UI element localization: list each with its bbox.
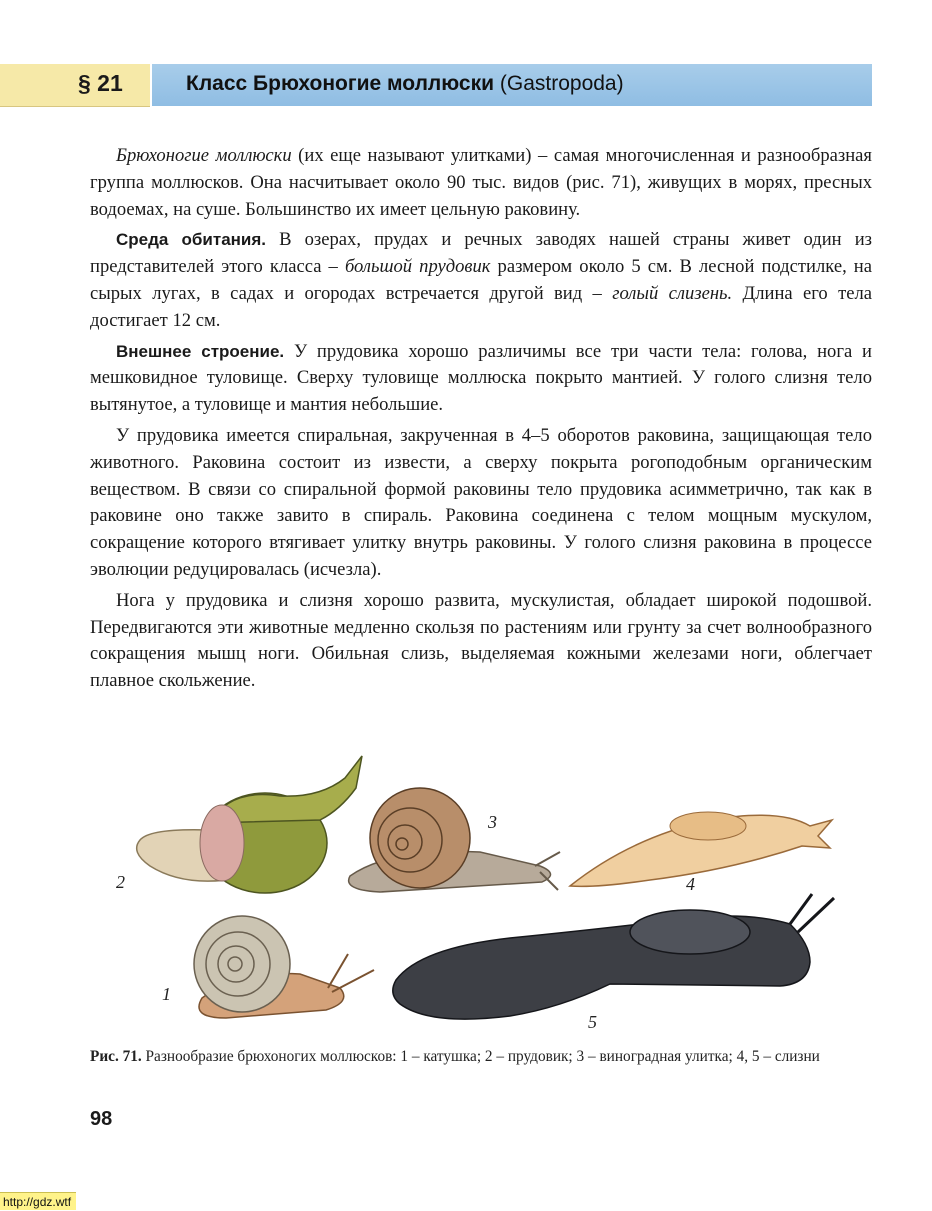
paragraph-text: размером около 5 см. В лесной подстилке, на сырых лугах, в садах и огородах встречается другой вид – — [90, 256, 872, 304]
term-slug: голый слизень. — [612, 282, 733, 304]
paragraph-structure — [90, 339, 872, 419]
orange-slug-illustration — [570, 812, 832, 894]
paragraph-text: (их еще называют улитками) – самая многочисленная и разнообразная группа моллюсков. Она насчитывает около 90 тыс. видов (рис. 71), живущих в морях, пресных водоемах, на суше. Большинство их имеет цельную раковину. — [90, 145, 872, 220]
figure-label-4: 4 — [686, 874, 695, 894]
body-text — [90, 143, 872, 699]
grape-snail-illustration — [349, 788, 560, 892]
figure-label-2: 2 — [116, 872, 125, 892]
paragraph-foot: Нога у прудовика и слизня хорошо развита, мускулистая, обладает широкой подошвой. Передвигаются эти животные медленно скользя по растениям или грунту за счет волнообразного сокращения мышц ноги. Обильная слизь, выделяемая кожными железами ноги, облегчает плавное скольжение. — [90, 589, 872, 692]
term-pond-snail: большой прудовик — [344, 256, 491, 278]
paragraph-habitat — [90, 227, 872, 334]
figure-caption — [90, 1046, 870, 1067]
section-title-bar — [152, 64, 872, 106]
section-title-latin: (Gastropoda) — [499, 72, 624, 95]
section-number: § 21 — [78, 70, 123, 96]
black-slug-illustration — [393, 894, 834, 1032]
figure-label-5: 5 — [588, 1012, 597, 1032]
section-header — [0, 64, 872, 106]
section-title-main: Класс Брюхоногие моллюски — [186, 72, 495, 95]
figure-caption-lead: Рис. 71. — [90, 1048, 142, 1065]
pond-snail-illustration — [116, 756, 362, 893]
section-number-box — [0, 64, 150, 107]
figure-label-3: 3 — [488, 812, 497, 832]
term-gastropoda: Брюхоногие моллюски — [116, 145, 292, 166]
figure-caption-text: Разнообразие брюхоногих моллюсков: 1 – катушка; 2 – прудовик; 3 – виноградная улитка; 4, 5 – слизни — [141, 1048, 820, 1065]
gastropods-illustration — [90, 748, 870, 1038]
runin-heading-structure: Внешнее строение. — [116, 341, 285, 361]
paragraph-text: Длина его тела достигает 12 см. — [90, 282, 872, 331]
paragraph-intro — [90, 143, 872, 223]
ramshorn-snail-illustration — [162, 916, 374, 1018]
figure-label-1: 1 — [162, 984, 171, 1004]
watermark-label: http://gdz.wtf — [0, 1192, 76, 1210]
page-number: 98 — [90, 1108, 113, 1130]
paragraph-shell: У прудовика имеется спиральная, закрученная в 4–5 оборотов раковина, защищающая тело животного. Раковина состоит из извести, а сверху покрыта рогоподобным органическим веществом. В связи со спиральной формой раковины тело прудовика асимметрично, так как в раковине оно также завито в спираль. Раковина соединена с телом мощным мускулом, сокращение которого втягивает улитку внутрь раковины. У голого слизня раковина в процессе эволюции редуцировалась (исчезла). — [90, 424, 872, 580]
figure-71 — [90, 748, 870, 1038]
section-title — [186, 72, 624, 96]
runin-heading-habitat: Среда обитания. — [116, 230, 267, 250]
paragraph-text: У прудовика хорошо различимы все три части тела: голова, нога и мешковидное туловище. Сверху туловище моллюска покрыто мантией. У голого слизня тело вытянутое, а туловище и мантия небольшие. — [90, 340, 872, 416]
paragraph-text: В озерах, прудах и речных заводях нашей страны живет один из представителей этого класса – — [90, 229, 872, 278]
